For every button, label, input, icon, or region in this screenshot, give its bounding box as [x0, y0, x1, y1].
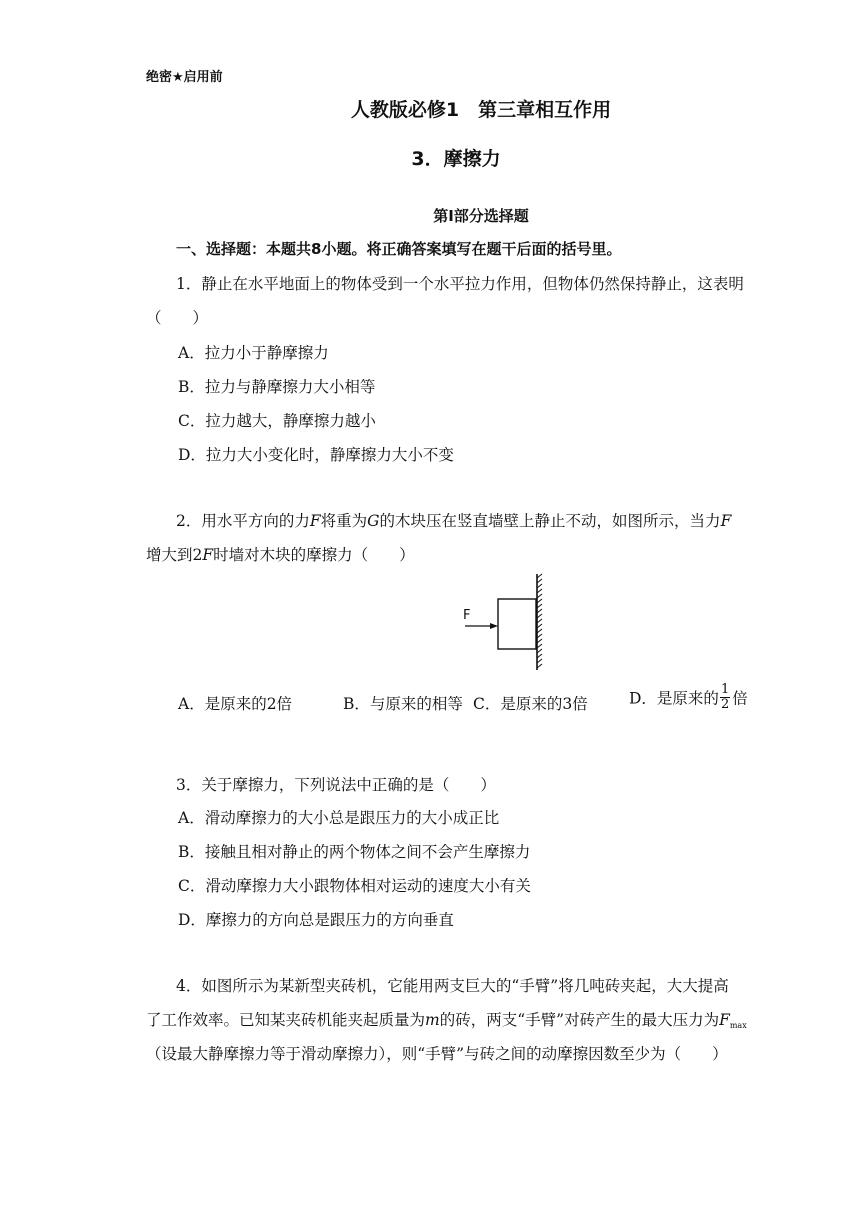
question-2-figure — [455, 572, 555, 674]
q4-var-f: F — [719, 1011, 730, 1029]
q2-line2-a: 增大到2 — [146, 546, 203, 564]
question-2-option-d — [629, 683, 748, 712]
question-3-stem: 3．关于摩擦力，下列说法中正确的是（ ） — [176, 776, 496, 794]
fraction-denominator: 2 — [720, 697, 730, 712]
q2-option-d-text: D．是原来的 — [629, 689, 719, 708]
question-3-option-d: D．摩擦力的方向总是跟压力的方向垂直 — [178, 911, 454, 929]
section-title: 3．摩擦力 — [411, 148, 501, 170]
q2-text-a: 2．用水平方向的力 — [176, 512, 310, 530]
force-label: F — [463, 608, 471, 623]
question-3-option-b: B．接触且相对静止的两个物体之间不会产生摩擦力 — [178, 843, 531, 861]
question-4-stem-line3: （设最大静摩擦力等于滑动摩擦力），则“手臂”与砖之间的动摩擦因数至少为（ ） — [146, 1045, 728, 1063]
fraction-numerator: 1 — [720, 682, 730, 697]
q2-var-f2: F — [720, 512, 732, 530]
question-1-option-d: D．拉力大小变化时，静摩擦力大小不变 — [178, 446, 454, 464]
question-2-option-a: A．是原来的2倍 — [178, 695, 293, 713]
question-2-stem-line1 — [176, 509, 731, 531]
q2-text-c: 的木块压在竖直墙壁上静止不动，如图所示，当力 — [379, 512, 721, 530]
question-1-option-c: C．拉力越大，静摩擦力越小 — [178, 412, 376, 430]
document-title: 人教版必修1 第三章相互作用 — [350, 99, 612, 121]
q4-var-f-subscript: max — [729, 1021, 747, 1030]
q2-text-b: 将重为 — [320, 512, 368, 530]
question-4-stem-line1: 4．如图所示为某新型夹砖机，它能用两支巨大的“手臂”将几吨砖夹起，大大提高 — [176, 977, 729, 995]
question-2-option-c: C．是原来的3倍 — [473, 695, 588, 713]
question-1-option-b: B．拉力与静摩擦力大小相等 — [178, 378, 376, 396]
question-1-stem: 1．静止在水平地面上的物体受到一个水平拉力作用，但物体仍然保持静止，这表明 — [176, 275, 744, 293]
question-3-option-a: A．滑动摩擦力的大小总是跟压力的大小成正比 — [178, 809, 500, 827]
confidential-label: 绝密★启用前 — [146, 70, 223, 85]
q2-line2-var-f: F — [202, 546, 214, 564]
question-3-option-c: C．滑动摩擦力大小跟物体相对运动的速度大小有关 — [178, 877, 531, 895]
wooden-block — [498, 599, 536, 649]
q2-var-f: F — [309, 512, 321, 530]
q4-line2-a: 了工作效率。已知某夹砖机能夹起质量为 — [146, 1011, 426, 1029]
part-heading: 第Ⅰ部分选择题 — [433, 207, 529, 225]
instruction-text: 一、选择题：本题共8小题。将正确答案填写在题干后面的括号里。 — [176, 240, 622, 258]
q4-var-m: m — [425, 1011, 440, 1029]
question-1-option-a: A．拉力小于静摩擦力 — [178, 344, 329, 362]
fraction-one-half — [720, 683, 730, 712]
q2-var-g: G — [367, 512, 380, 530]
q2-option-d-tail: 倍 — [732, 689, 748, 708]
q4-line2-b: 的砖，两支“手臂”对砖产生的最大压力为 — [439, 1011, 720, 1029]
question-2-option-b: B．与原来的相等 — [343, 695, 463, 713]
force-arrow-head — [490, 623, 498, 629]
question-1-bracket: （ ） — [146, 309, 209, 327]
question-4-stem-line2 — [146, 1008, 747, 1030]
q2-line2-b: 时墙对木块的摩擦力（ ） — [213, 546, 415, 564]
question-2-stem-line2 — [146, 543, 415, 565]
